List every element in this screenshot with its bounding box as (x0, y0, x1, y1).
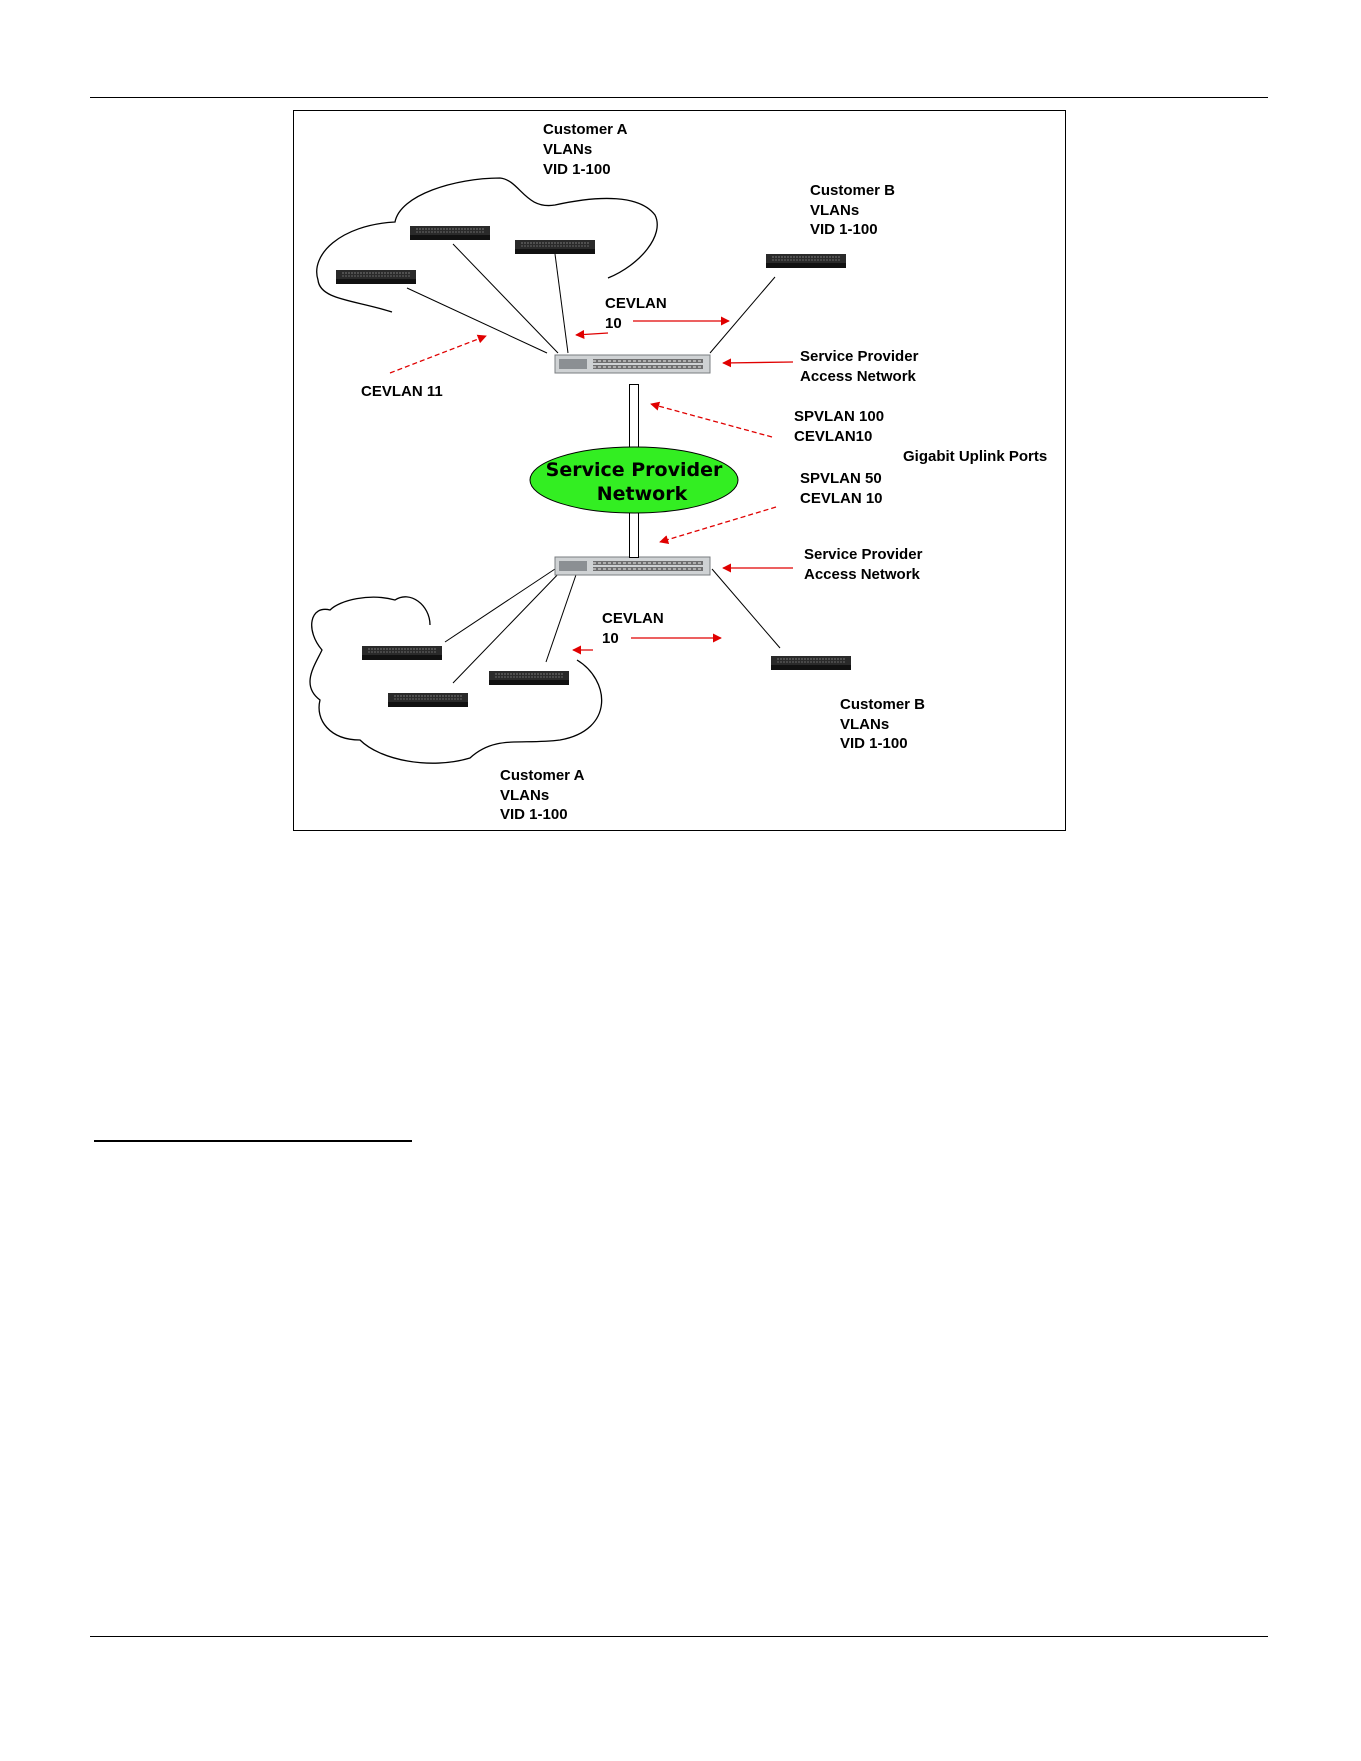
spvlan-50-label: SPVLAN 50 CEVLAN 10 (800, 470, 883, 507)
top-customer-b-label: Customer B VLANs VID 1-100 (810, 182, 896, 238)
bottom-access-network-label: Service Provider Access Network (804, 546, 923, 583)
customer-b-switch-bottom (771, 656, 851, 670)
bottom-customer-a-label: Customer A VLANs VID 1-100 (500, 767, 584, 823)
bottom-cevlan-label: CEVLAN 10 (602, 610, 664, 647)
uplink-tube-upper (630, 385, 639, 456)
bottom-customer-b-label: Customer B VLANs VID 1-100 (840, 696, 926, 752)
customer-a-switch-top-3 (515, 240, 595, 254)
access-switch-bottom (555, 557, 710, 575)
spvlan-100-label: SPVLAN 100 CEVLAN10 (794, 408, 885, 445)
top-cevlan-label: CEVLAN 10 (605, 295, 667, 332)
customer-a-switch-bottom-2 (388, 693, 468, 707)
network-label-line1: Service Provider (545, 459, 723, 481)
access-switch-top (555, 355, 710, 373)
customer-a-switch-top-1 (336, 270, 416, 284)
cevlan-11-label: CEVLAN 11 (361, 383, 443, 400)
customer-a-switch-bottom-3 (489, 671, 569, 685)
top-customer-a-label: Customer A VLANs VID 1-100 (543, 121, 627, 178)
customer-a-switch-top-2 (410, 226, 490, 240)
customer-a-switch-bottom-1 (362, 646, 442, 660)
customer-b-switch-top (766, 254, 846, 268)
gigabit-uplink-ports-label: Gigabit Uplink Ports (903, 448, 1048, 465)
network-label-line2: Network (596, 483, 688, 505)
top-access-network-label: Service Provider Access Network (800, 348, 919, 385)
